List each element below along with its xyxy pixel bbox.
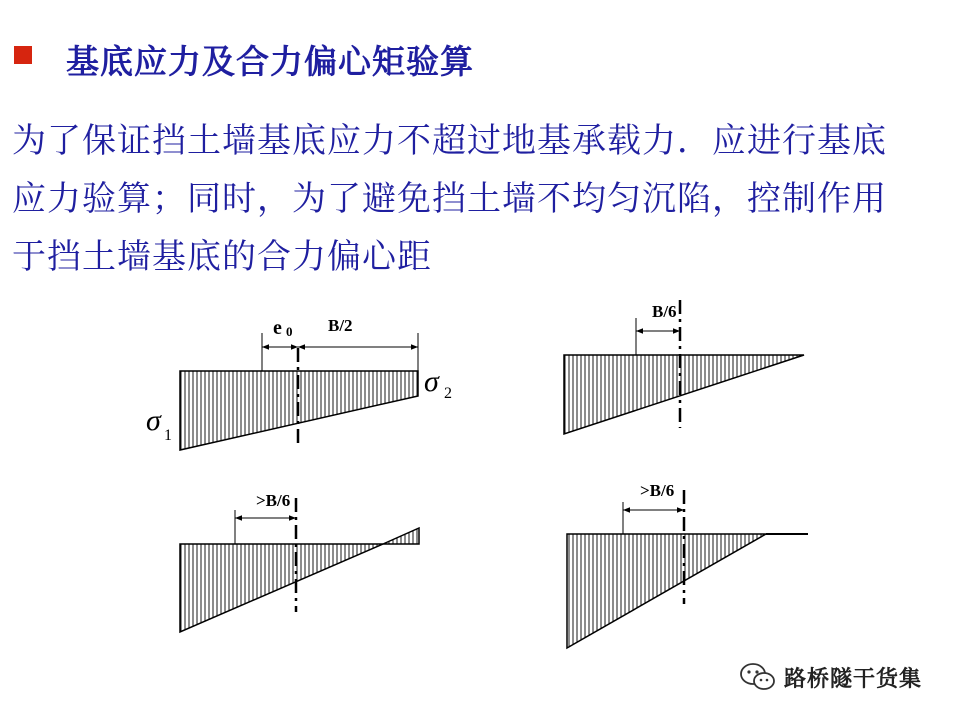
- body-line-3: 于挡土墙基底的合力偏心距: [12, 237, 432, 277]
- stress-area-2: [564, 355, 804, 434]
- gt-b6-label-1: >B/6: [256, 491, 291, 510]
- slide-title: 基底应力及合力偏心矩验算: [66, 42, 474, 81]
- diagram-redistributed-stress: [567, 481, 808, 648]
- diagram-trapezoid-stress: [146, 316, 452, 450]
- diagram-tension-stress: [180, 491, 419, 632]
- gt-b6-label-2: >B/6: [640, 481, 675, 500]
- sigma2-label: σ: [424, 365, 439, 398]
- e0-label: e: [273, 317, 282, 339]
- sigma1-subscript: 1: [164, 427, 172, 444]
- sigma2-subscript: 2: [444, 385, 452, 402]
- watermark-text: 路桥隧干货集: [784, 666, 923, 692]
- tension-area-3: [383, 528, 419, 544]
- diagram-triangle-stress: [564, 300, 804, 434]
- e0-subscript: 0: [286, 324, 293, 339]
- wechat-icon: [738, 662, 778, 692]
- sigma1-label: σ: [146, 404, 161, 437]
- body-line-1: 为了保证挡土墙基底应力不超过地基承载力．应进行基底: [12, 121, 887, 161]
- stress-area-4: [567, 534, 766, 648]
- b6-label: B/6: [652, 302, 677, 321]
- b2-label: B/2: [328, 316, 353, 335]
- body-line-2: 应力验算；同时，为了避免挡土墙不均匀沉陷，控制作用: [12, 179, 887, 219]
- stress-area-3: [180, 544, 383, 632]
- watermark: [738, 662, 922, 692]
